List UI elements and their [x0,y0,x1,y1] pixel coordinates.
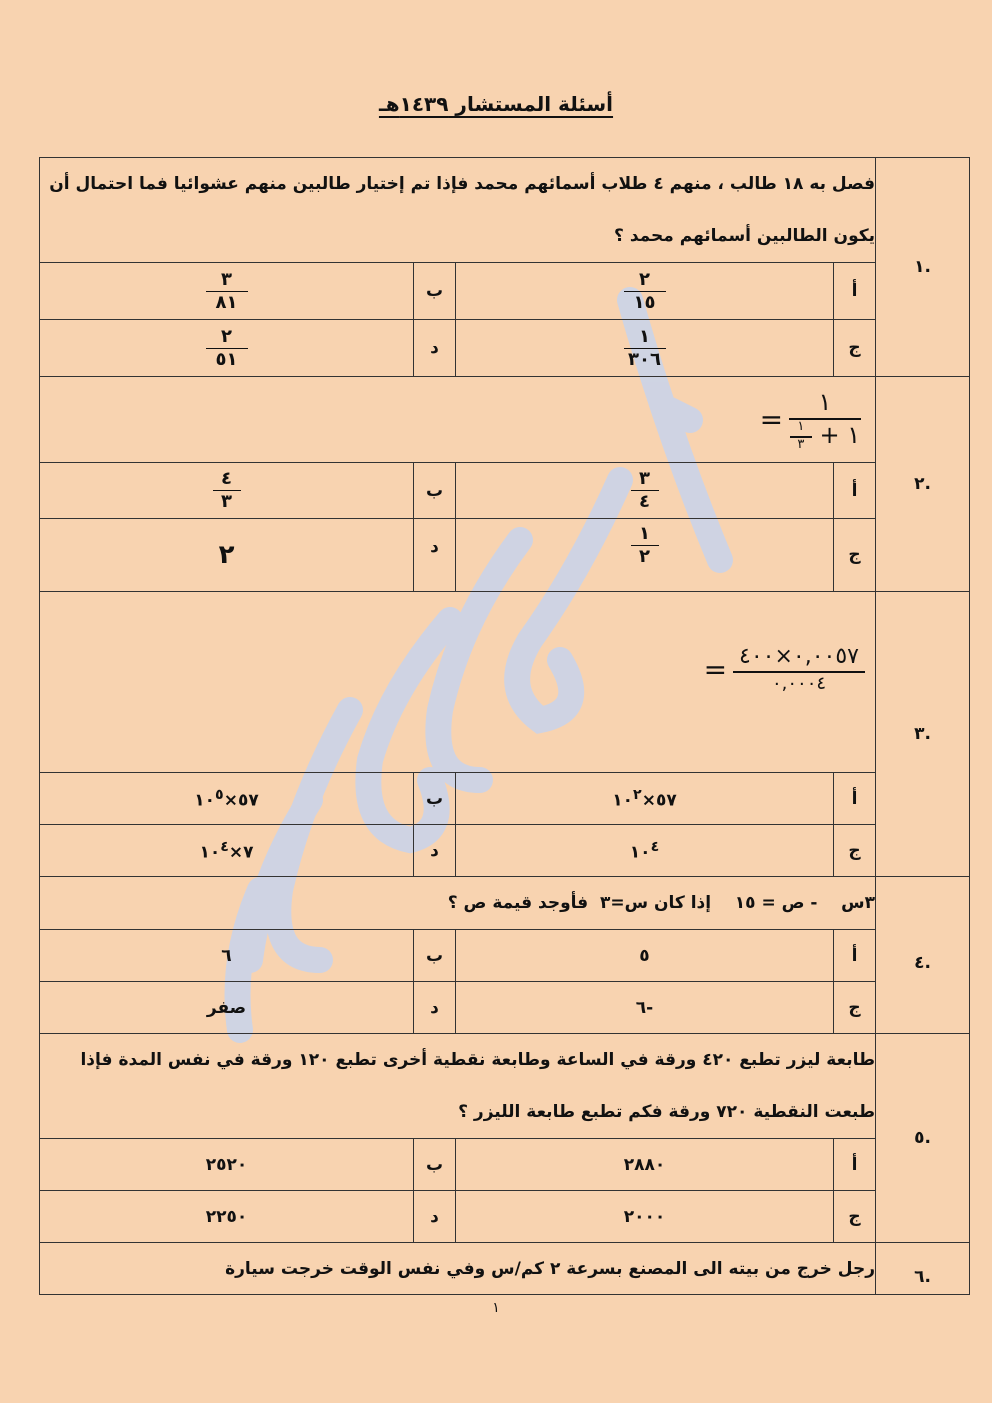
question-expression: ١ ١ + $\frac{١}{٣}$ = [40,377,876,463]
option-label: ب [414,773,456,825]
option-value[interactable]: $\frac{٤}{٣}$ [40,463,414,519]
option-value[interactable]: $\frac{١}{٣٠٦}$ [456,320,834,377]
option-label: د [414,320,456,377]
page-number: ١ [492,1300,500,1316]
option-value[interactable]: ٢ [40,519,414,592]
option-value[interactable]: ٢٠٠٠ [456,1191,834,1243]
question-stem: طابعة ليزر تطبع ٤٢٠ ورقة في الساعة وطابعة نقطية أخرى تطبع ١٢٠ ورقة في نفس المدة فإذا طبعت النقطية ٧٢٠ ورقة فكم تطبع طابعة الليزر ؟ [40,1034,876,1139]
option-label: ج [834,1191,876,1243]
option-value[interactable]: $٥٧\times ١٠^٢$ [456,773,834,825]
question-number: .٥ [876,1034,970,1243]
option-value[interactable]: ٢٢٥٠ [40,1191,414,1243]
option-label: د [414,982,456,1034]
question-stem: فصل به ١٨ طالب ، منهم ٤ طلاب أسمائهم محمد فإذا تم إختيار طالبين منهم عشوائيا فما احتمال أن يكون الطالبين أسمائهم محمد ؟ [40,158,876,263]
option-value[interactable]: $\frac{٣}{٤}$ [456,463,834,519]
question-number: .١ [876,158,970,377]
option-label: ج [834,320,876,377]
page-title: أسئلة المستشار ١٤٣٩هـ [378,92,614,116]
question-number: .٦ [876,1243,970,1295]
question-number: .٤ [876,877,970,1034]
option-value[interactable]: -٦ [456,982,834,1034]
option-label: د [414,1191,456,1243]
option-value[interactable]: $٧\times ١٠^٤$ [40,825,414,877]
option-label: أ [834,930,876,982]
option-label: د [414,825,456,877]
option-value[interactable]: $٥٧\times ١٠^٥$ [40,773,414,825]
option-label: ب [414,263,456,320]
option-label: ج [834,982,876,1034]
option-label: ج [834,825,876,877]
option-value[interactable]: $\frac{٢}{١٥}$ [456,263,834,320]
option-label: ب [414,463,456,519]
question-number: .٣ [876,592,970,877]
question-stem: ٣س - ص = ١٥ إذا كان س=٣ فأوجد قيمة ص ؟ [40,877,876,930]
option-value[interactable]: ٥ [456,930,834,982]
option-value[interactable]: $\frac{٣}{٨١}$ [40,263,414,320]
question-number: .٢ [876,377,970,592]
option-label: ب [414,1139,456,1191]
option-value[interactable]: $١٠^٤$ [456,825,834,877]
option-label: أ [834,773,876,825]
questions-table [39,157,970,1295]
option-label: أ [834,463,876,519]
option-value[interactable]: $\frac{١}{٢}$ [456,519,834,592]
option-label: ب [414,930,456,982]
option-label: أ [834,263,876,320]
option-value[interactable]: ٢٥٢٠ [40,1139,414,1191]
option-label: ج [834,519,876,592]
question-stem: رجل خرج من بيته الى المصنع بسرعة ٢ كم/س وفي نفس الوقت خرجت سيارة [40,1243,876,1295]
option-value[interactable]: $\frac{٢}{٥١}$ [40,320,414,377]
option-value[interactable]: ٢٨٨٠ [456,1139,834,1191]
question-expression: ٠,٠٠٥٧×٤٠٠ ٠,٠٠٠٤ = [40,592,876,773]
option-label: أ [834,1139,876,1191]
option-value[interactable]: صفر [40,982,414,1034]
option-label: د [414,519,456,592]
option-value[interactable]: ٦ [40,930,414,982]
